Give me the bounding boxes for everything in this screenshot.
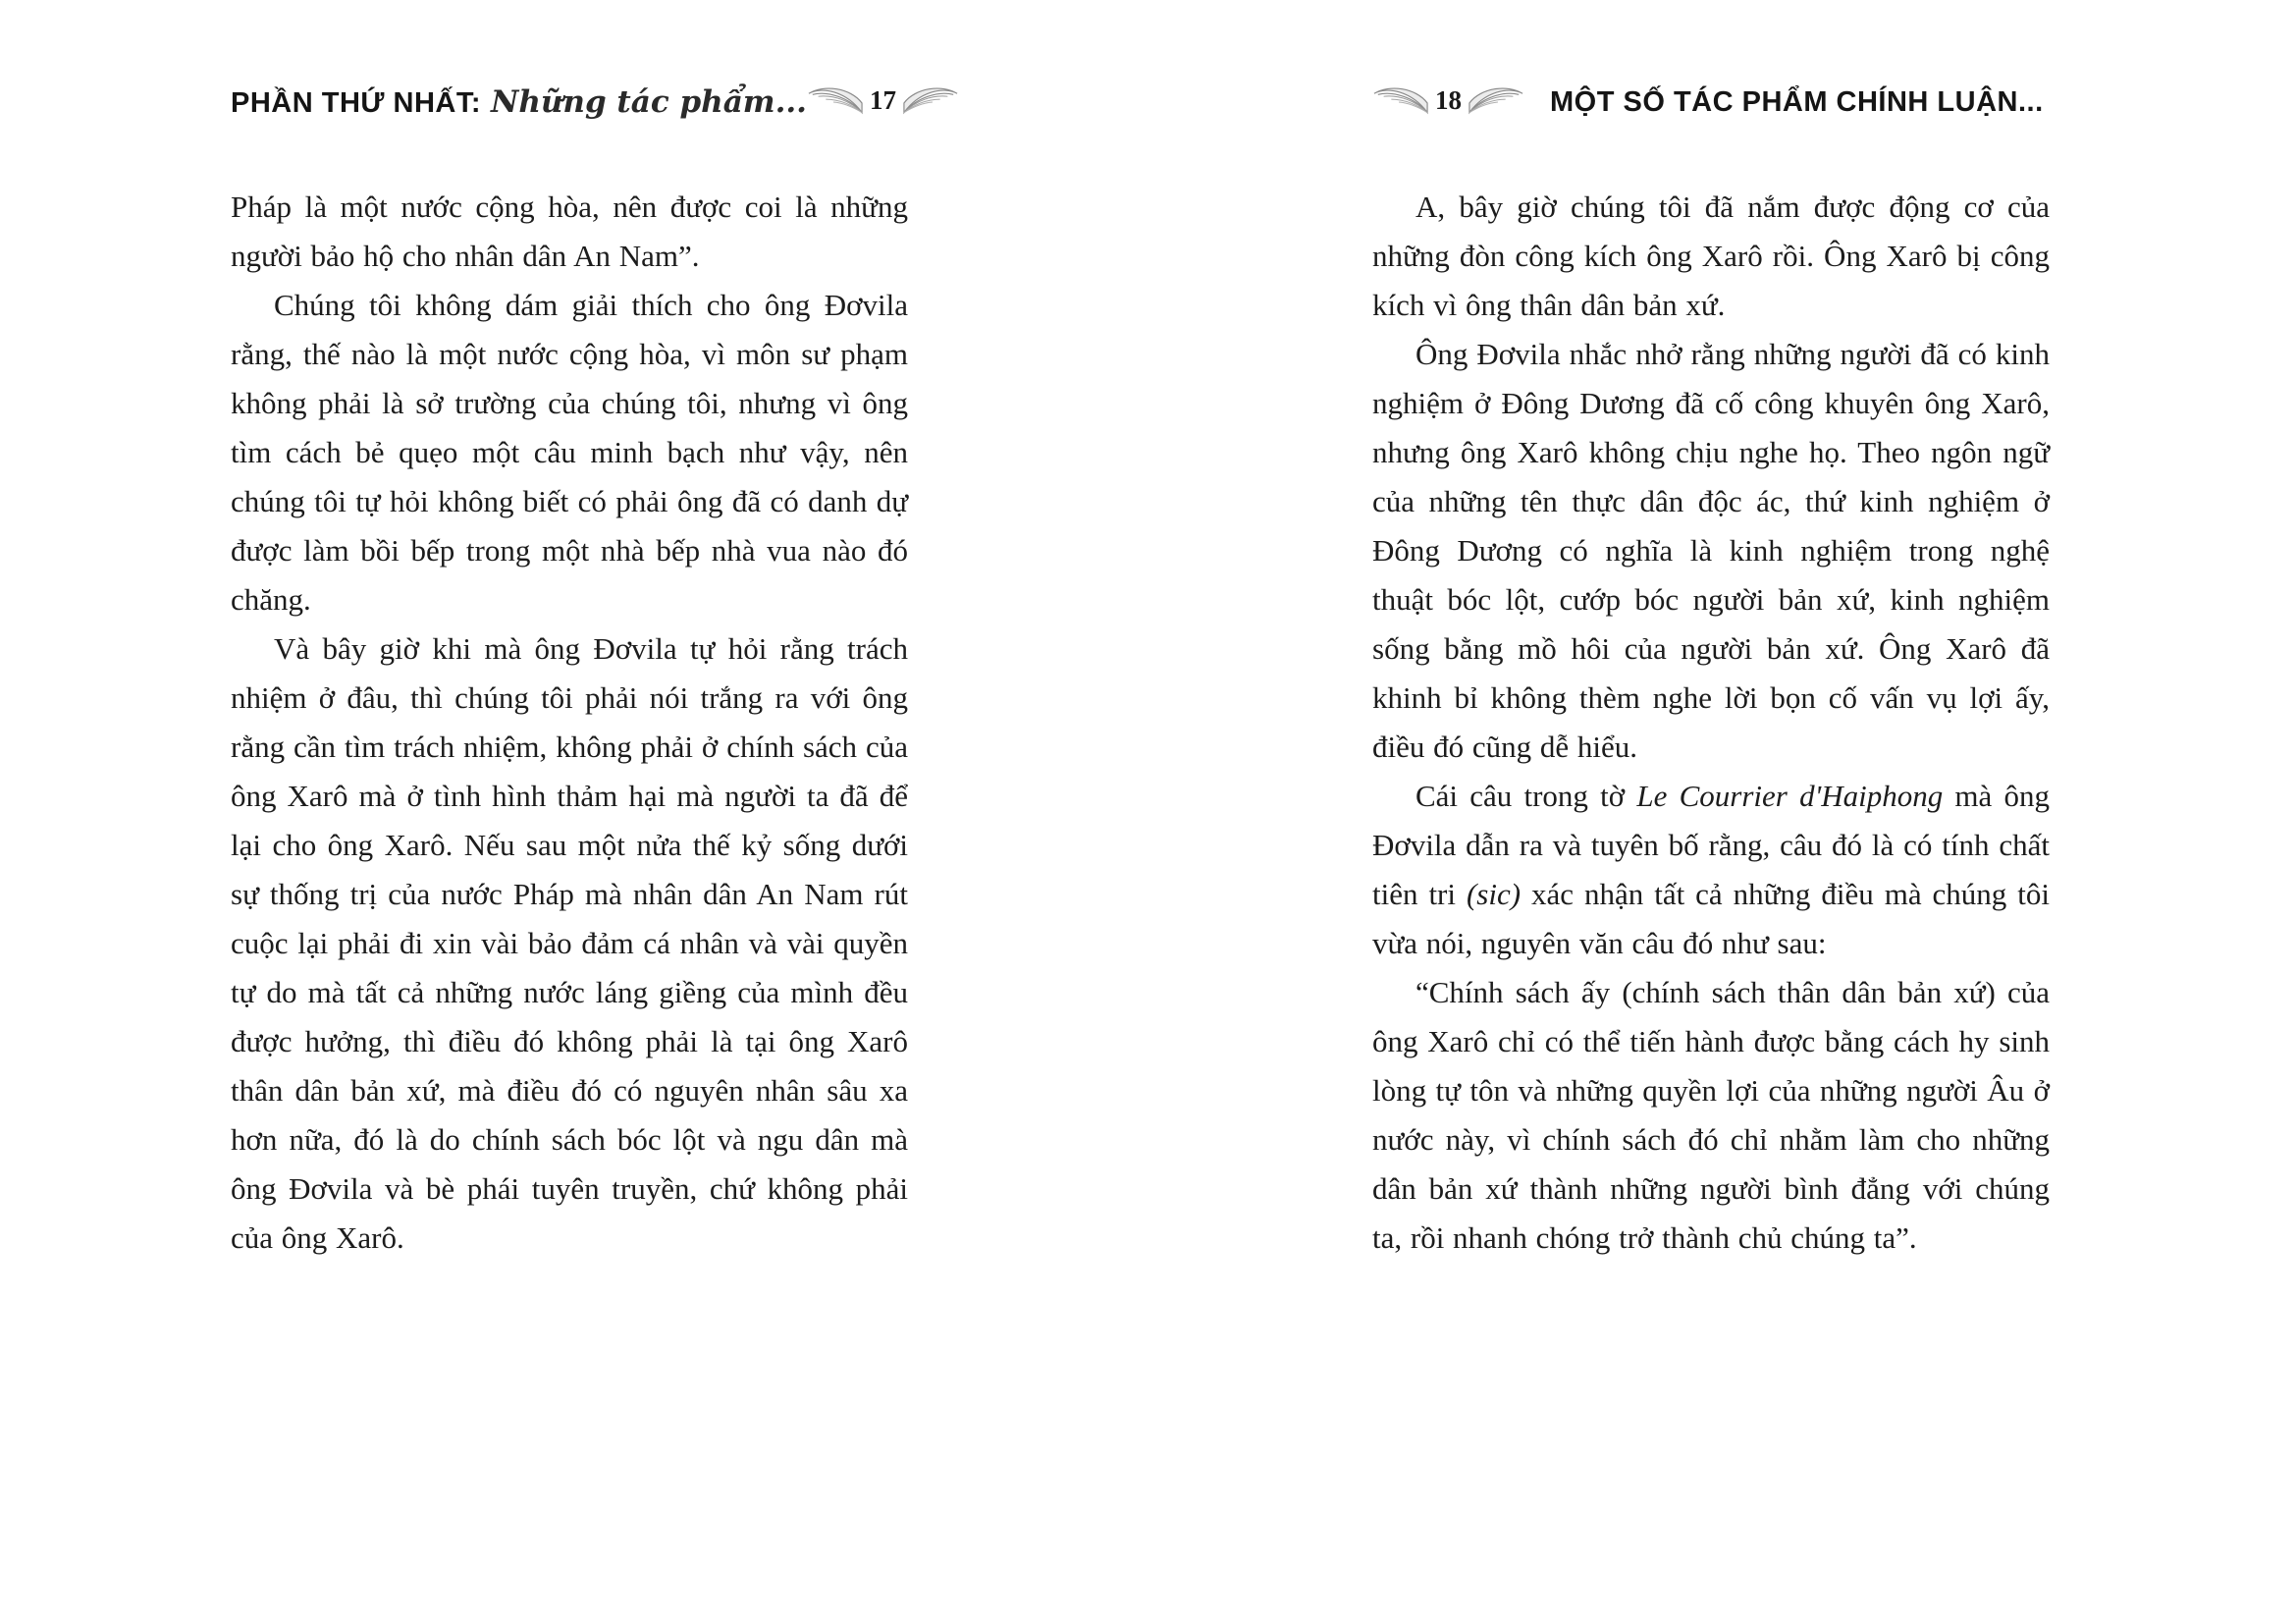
page-number: 18 [1435, 84, 1462, 115]
body-paragraph [231, 624, 908, 1263]
right-page-header [1372, 77, 2050, 128]
italic-text-run: Le Courrier d'Haiphong [1636, 779, 1944, 813]
body-paragraph [231, 183, 908, 281]
text-run: A, bây giờ chúng tôi đã nắm được động cơ của những đòn công kích ông Xarô rồi. Ông Xarô bị công kích vì ông thân dân bản xứ. [1372, 189, 2050, 322]
body-paragraph [1372, 968, 2050, 1263]
page-number: 17 [869, 84, 896, 115]
text-run: Cái câu trong tờ [1415, 779, 1637, 813]
part-script-title: Những tác phẩm... [491, 84, 807, 120]
text-run: Pháp là một nước cộng hòa, nên được coi là những người bảo hộ cho nhân dân An Nam”. [231, 189, 908, 273]
body-paragraph [231, 281, 908, 624]
left-page-header [231, 77, 908, 128]
text-run: “Chính sách ấy (chính sách thân dân bản xứ) của ông Xarô chỉ có thể tiến hành được bằng cách hy sinh lòng tự tôn và những quyền lợi của những người Âu ở nước này, vì chính sách đó chỉ nhằm làm cho những dân bản xứ thành những người bình đẳng với chúng ta, rồi nhanh chóng trở thành chủ chúng ta”. [1372, 975, 2050, 1255]
book-wing-icon [1468, 84, 1524, 120]
text-run: mà ông Đơvila dẫn ra và tuyên bố rằng, câu đó là có tính chất tiên tri [1372, 779, 2051, 911]
left-page [231, 0, 908, 1624]
text-run: Chúng tôi không dám giải thích cho ông Đơvila rằng, thế nào là một nước cộng hòa, vì môn sư phạm không phải là sở trường của chúng tôi, nhưng vì ông tìm cách bẻ quẹo một câu minh bạch như vậy, nên chúng tôi tự hỏi không biết có phải ông đã có danh dự được làm bồi bếp trong một nhà bếp nhà vua nào đó chăng. [231, 288, 908, 617]
book-wing-icon [902, 84, 959, 120]
body-paragraph [1372, 772, 2050, 968]
section-title: MỘT SỐ TÁC PHẨM CHÍNH LUẬN... [1550, 85, 2044, 118]
body-paragraph [1372, 330, 2050, 772]
text-run: xác nhận tất cả những điều mà chúng tôi vừa nói, nguyên văn câu đó như sau: [1372, 877, 2050, 960]
book-wing-icon [807, 84, 864, 120]
right-page [1372, 0, 2050, 1624]
book-ornament-left-page [807, 84, 959, 120]
text-run: Và bây giờ khi mà ông Đơvila tự hỏi rằng trách nhiệm ở đâu, thì chúng tôi phải nói trắng ra với ông rằng cần tìm trách nhiệm, không phải ở chính sách của ông Xarô mà ở tình hình thảm hại mà người ta đã để lại cho ông Xarô. Nếu sau một nửa thế kỷ sống dưới sự thống trị của nước Pháp mà nhân dân An Nam rút cuộc lại phải đi xin vài bảo đảm cá nhân và vài quyền tự do mà tất cả những nước láng giềng của mình đều được hưởng, thì điều đó không phải là tại ông Xarô thân dân bản xứ, mà điều đó có nguyên nhân sâu xa hơn nữa, đó là do chính sách bóc lột và ngu dân mà ông Đơvila và bè phái tuyên truyền, chứ không phải của ông Xarô. [231, 631, 908, 1255]
body-paragraph [1372, 183, 2050, 330]
part-label: PHẦN THỨ NHẤT: [231, 87, 481, 119]
text-run: Ông Đơvila nhắc nhở rằng những người đã có kinh nghiệm ở Đông Dương đã cố công khuyên ông Xarô, nhưng ông Xarô không chịu nghe họ. Theo ngôn ngữ của những tên thực dân độc ác, thứ kinh nghiệm ở Đông Dương có nghĩa là kinh nghiệm trong nghệ thuật bóc lột, cướp bóc người bản xứ, kinh nghiệm sống bằng mồ hôi của người bản xứ. Ông Xarô đã khinh bỉ không thèm nghe lời bọn cố vấn vụ lợi ấy, điều đó cũng dễ hiểu. [1372, 337, 2050, 764]
right-page-text [1372, 183, 2050, 1263]
book-ornament-right-page [1372, 84, 1524, 120]
left-page-text [231, 183, 908, 1263]
book-wing-icon [1372, 84, 1429, 120]
italic-text-run: (sic) [1466, 877, 1522, 911]
